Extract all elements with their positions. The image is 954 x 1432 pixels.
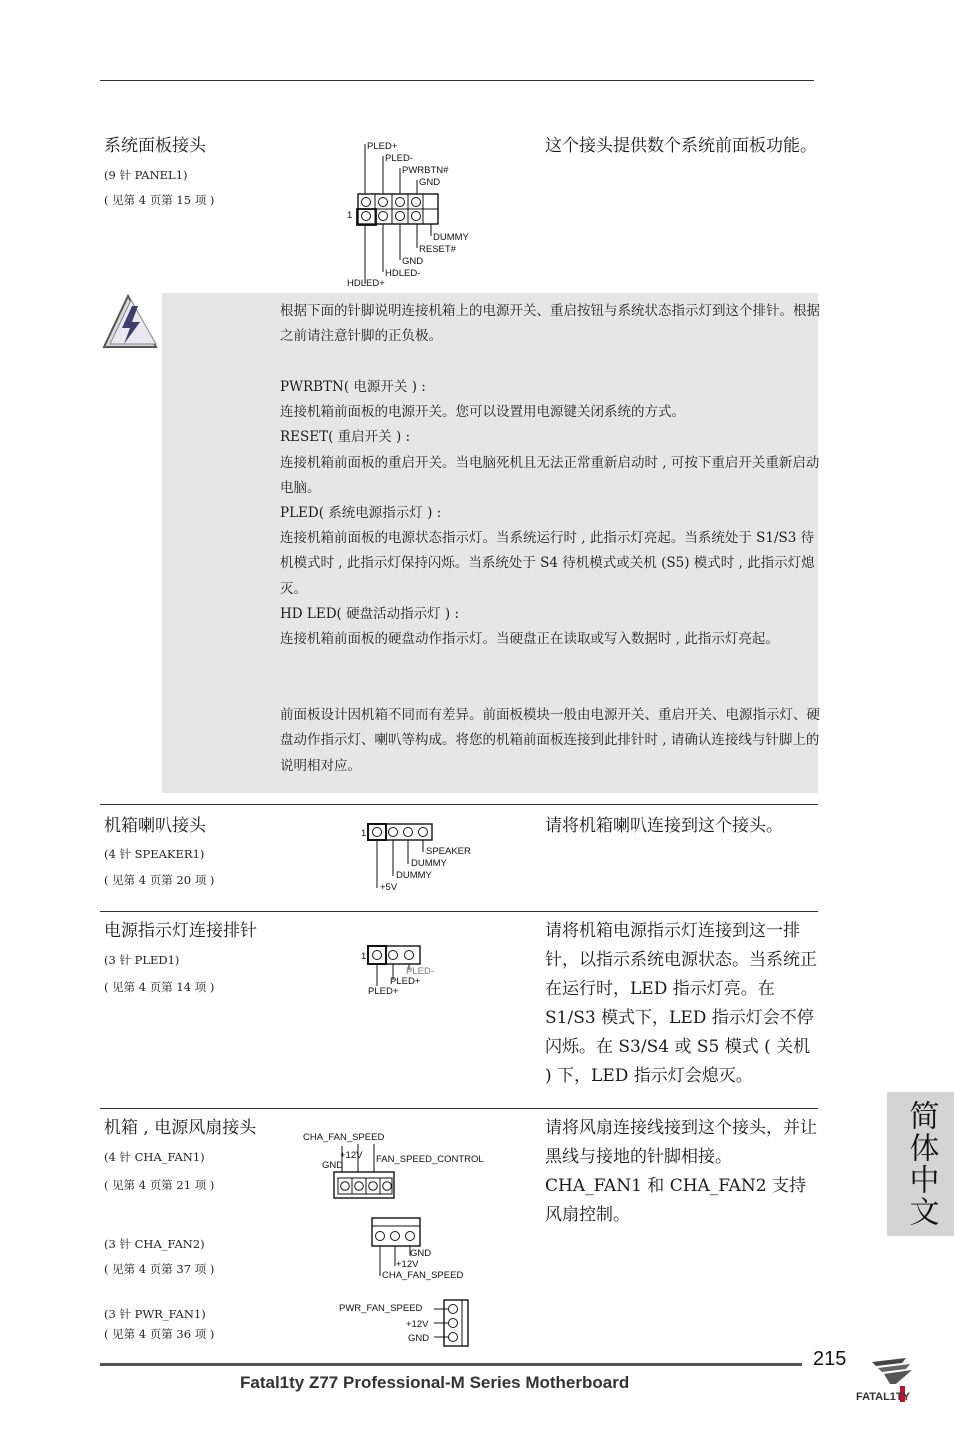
note-closing: 前面板设计因机箱不同而有差异。前面板模块一般由电源开关、重启开关、电源指示灯、硬盘动作指示灯、喇叭等构成。将您的机箱前面板连接到此排针时 , 请确认连接线与针脚上的说明相对应。: [280, 707, 820, 774]
pled-pin1-label: 1: [361, 951, 367, 962]
speaker-label-5v: +5V: [380, 882, 398, 892]
fan-desc: 请将风扇连接线接到这个接头，并让黑线与接地的针脚相接。CHA_FAN1 和 CHA_FAN2 支持风扇控制。: [545, 1118, 817, 1225]
fatal1ty-logo-text: FATAL1TY: [856, 1391, 910, 1403]
pled-ref: ( 见第 4 页第 14 项 ): [104, 980, 215, 994]
panel-label-gnd-top: GND: [419, 177, 441, 188]
cha-fan1-diagram: [300, 1126, 510, 1206]
fan3-label-gnd: GND: [408, 1333, 430, 1344]
panel-title: 系统面板接头: [104, 136, 206, 156]
note-intro: 根据下面的针脚说明连接机箱上的电源开关、重启按钮与系统状态指示灯到这个排针。根据之前请注意针脚的正负极。: [280, 303, 820, 345]
footer-title: Fatal1ty Z77 Professional-M Series Motherboard: [240, 1373, 630, 1392]
fan2-ref: ( 见第 4 页第 37 项 ): [104, 1262, 215, 1276]
speaker-pins: (4 针 SPEAKER1): [104, 847, 205, 861]
fan3-pins: (3 针 PWR_FAN1): [104, 1307, 206, 1321]
note-pled-text: 连接机箱前面板的电源状态指示灯。当系统运行时 , 此指示灯亮起。当系统处于 S1/S3 待机模式时 , 此指示灯保持闪烁。当系统处于 S4 待机模式或关机 (S5) 模式时 , 此指示灯熄灭。: [280, 530, 815, 597]
panel-label-pled-plus: PLED+: [367, 141, 398, 152]
pled-label-plus1: PLED+: [390, 976, 421, 987]
panel-desc: 这个接头提供数个系统前面板功能。: [545, 136, 817, 156]
fan1-label-gnd: GND: [322, 1160, 344, 1171]
rule-fan: [100, 1108, 818, 1109]
pled-header-diagram: [360, 942, 460, 998]
fan3-ref: ( 见第 4 页第 36 项 ): [104, 1327, 215, 1341]
pled-label-plus2: PLED+: [368, 986, 399, 997]
rule-pled: [100, 911, 818, 912]
note-reset-text: 连接机箱前面板的重启开关。当电脑死机且无法正常重新启动时 , 可按下重启开关重新启动电脑。: [280, 455, 820, 497]
fan3-label-speed: PWR_FAN_SPEED: [339, 1303, 423, 1314]
fan2-label-speed: CHA_FAN_SPEED: [382, 1270, 464, 1281]
panel-label-dummy: DUMMY: [433, 232, 469, 243]
note-pwrbtn-text: 连接机箱前面板的电源开关。您可以设置用电源键关闭系统的方式。: [280, 404, 685, 420]
rule-speaker: [100, 804, 818, 805]
note-pled-heading: PLED( 系统电源指示灯 ) :: [280, 505, 442, 521]
panel-label-gnd-bottom: GND: [402, 256, 424, 267]
panel-ref: ( 见第 4 页第 15 项 ): [104, 193, 215, 207]
speaker-header-diagram: [360, 820, 480, 892]
panel-pins: (9 针 PANEL1): [104, 168, 188, 182]
language-side-tab-label: 简体中文: [903, 1100, 939, 1228]
footer-rule: [100, 1363, 802, 1366]
panel-label-hdled-plus: HDLED+: [347, 278, 385, 288]
pled-title: 电源指示灯连接排针: [104, 921, 257, 941]
fan1-label-speed: CHA_FAN_SPEED: [303, 1132, 385, 1143]
speaker-ref: ( 见第 4 页第 20 项 ): [104, 873, 215, 887]
fan2-pins: (3 针 CHA_FAN2): [104, 1237, 205, 1251]
note-hdled-heading: HD LED( 硬盘活动指示灯 ) :: [280, 606, 459, 622]
fan1-pins: (4 针 CHA_FAN1): [104, 1150, 205, 1164]
fatal1ty-logo: [852, 1354, 932, 1408]
fan2-label-gnd: GND: [410, 1248, 432, 1259]
fan1-label-control: FAN_SPEED_CONTROL: [376, 1154, 484, 1165]
page-number: 215: [813, 1348, 847, 1370]
pwr-fan1-diagram: [334, 1297, 474, 1349]
pled-pins: (3 针 PLED1): [104, 953, 180, 967]
note-hdled-text: 连接机箱前面板的硬盘动作指示灯。当硬盘正在读取或写入数据时 , 此指示灯亮起。: [280, 631, 779, 647]
speaker-pin1-label: 1: [361, 828, 367, 839]
speaker-desc: 请将机箱喇叭连接到这个接头。: [545, 816, 783, 836]
speaker-label-dummy1: DUMMY: [411, 858, 447, 869]
fan1-label-12v: +12V: [340, 1150, 363, 1161]
speaker-label-dummy2: DUMMY: [396, 870, 432, 881]
top-rule: [100, 80, 814, 81]
pled-label-minus: PLED-: [406, 966, 434, 977]
panel-header-diagram: [345, 136, 485, 288]
panel-label-pled-minus: PLED-: [385, 153, 413, 164]
panel-label-pwrbtn: PWRBTN#: [402, 165, 449, 176]
fan1-ref: ( 见第 4 页第 21 项 ): [104, 1178, 215, 1192]
fan3-label-12v: +12V: [406, 1319, 429, 1330]
language-side-tab: [887, 1092, 954, 1236]
note-reset-heading: RESET( 重启开关 ) :: [280, 429, 411, 445]
pled-desc: 请将机箱电源指示灯连接到这一排针，以指示系统电源状态。当系统正在运行时，LED 指示灯亮。在 S1/S3 模式下，LED 指示灯会不停闪烁。在 S3/S4 或 S5 模式 ( 关机 ) 下，LED 指示灯会熄灭。: [545, 921, 817, 1086]
note-pwrbtn-heading: PWRBTN( 电源开关 ) :: [280, 379, 426, 395]
panel-pin1-label: 1: [347, 210, 353, 221]
cha-fan2-diagram: [368, 1214, 488, 1284]
panel-label-reset: RESET#: [419, 244, 456, 255]
speaker-title: 机箱喇叭接头: [104, 816, 206, 836]
speaker-label-speaker: SPEAKER: [426, 846, 471, 857]
fan2-label-12v: +12V: [396, 1259, 419, 1270]
warning-icon: [100, 292, 162, 354]
panel-label-hdled-minus: HDLED-: [385, 268, 421, 279]
fan-title: 机箱 , 电源风扇接头: [104, 1118, 257, 1138]
